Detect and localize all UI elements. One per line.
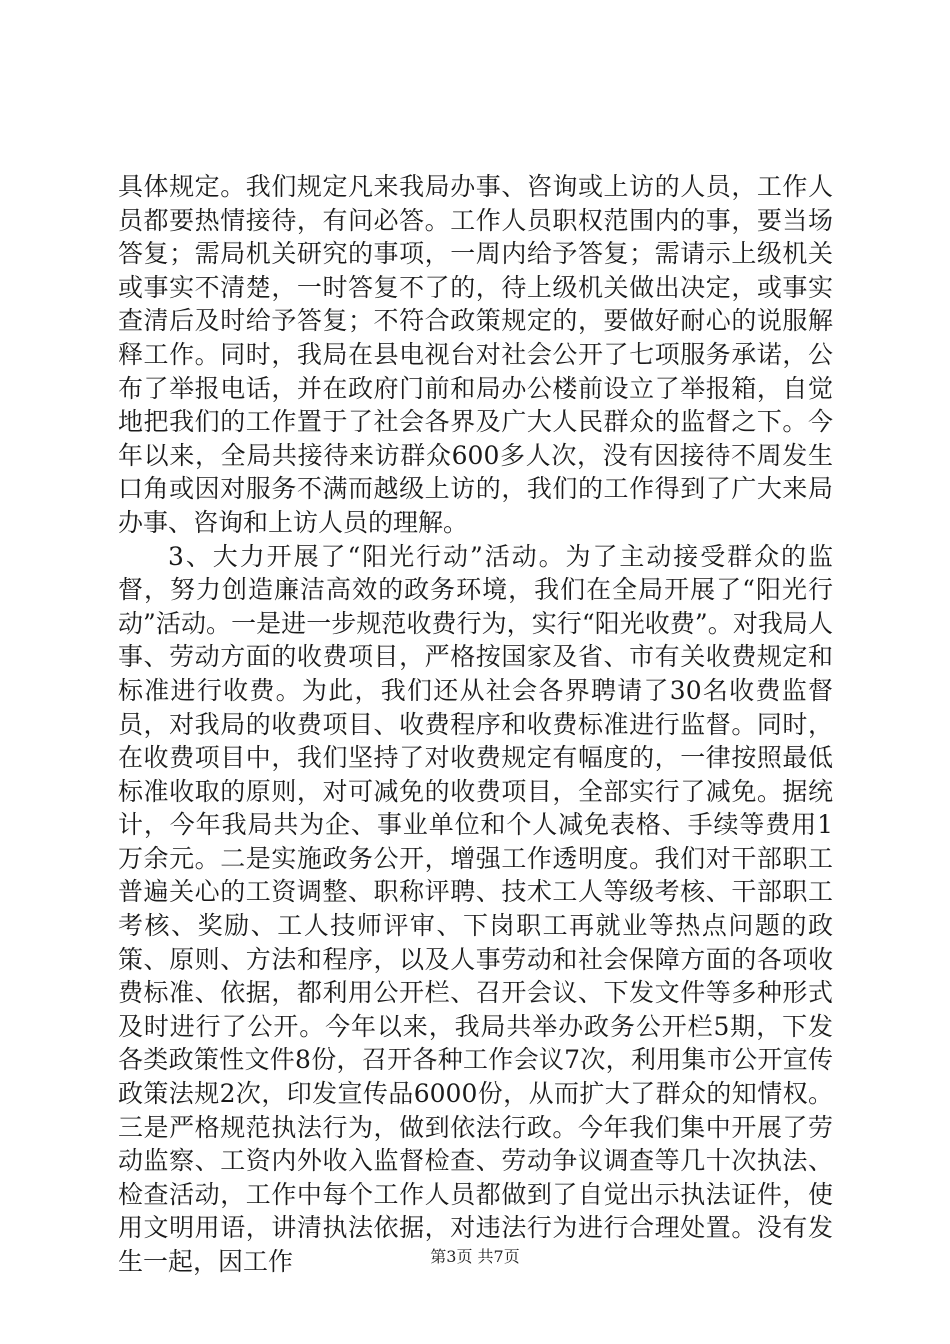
paragraph-sunshine-action: 3、大力开展了“阳光行动”活动。为了主动接受群众的监督，努力创造廉洁高效的政务环境，我们在全局开展了“阳光行动”活动。一是进一步规范收费行为，实行“阳光收费”。对我局人事、劳动方面的收费项目，严格按国家及省、市有关收费规定和标准进行收费。为此，我们还从社会各界聘请了30名收费监督员，对我局的收费项目、收费程序和收费标准进行监督。同时，在收费项目中，我们坚持了对收费规定有幅度的，一律按照最低标准收取的原则，对可减免的收费项目，全部实行了减免。据统计，今年我局共为企、事业单位和个人减免表格、手续等费用1万余元。二是实施政务公开，增强工作透明度。我们对干部职工普遍关心的工资调整、职称评聘、技术工人等级考核、干部职工考核、奖励、工人技师评审、下岗职工再就业等热点问题的政策、原则、方法和程序，以及人事劳动和社会保障方面的各项收费标准、依据，都利用公开栏、召开会议、下发文件等多种形式及时进行了公开。今年以来，我局共举办政务公开栏5期，下发各类政策性文件8份，召开各种工作会议7次，利用集市公开宣传政策法规2次，印发宣传品6000份，从而扩大了群众的知情权。三是严格规范执法行为，做到依法行政。今年我们集中开展了劳动监察、工资内外收入监督检查、劳动争议调查等几十次执法、检查活动，工作中每个工作人员都做到了自觉出示执法证件，使用文明用语，讲清执法依据，对违法行为进行合理处置。没有发生一起，因工作 [118,541,833,1276]
document-body [118,170,833,1279]
page-footer: 第3页 共7页 [430,1247,520,1266]
paragraph-continuation: 具体规定。我们规定凡来我局办事、咨询或上访的人员，工作人员都要热情接待，有问必答。工作人员职权范围内的事，要当场答复；需局机关研究的事项，一周内给予答复；需请示上级机关或事实不清楚，一时答复不了的，待上级机关做出决定，或事实查清后及时给予答复；不符合政策规定的，要做好耐心的说服解释工作。同时，我局在县电视台对社会公开了七项服务承诺，公布了举报电话，并在政府门前和局办公楼前设立了举报箱，自觉地把我们的工作置于了社会各界及广大人民群众的监督之下。今年以来，全局共接待来访群众600多人次，没有因接待不周发生口角或因对服务不满而越级上访的，我们的工作得到了广大来局办事、咨询和上访人员的理解。 [118,172,833,537]
